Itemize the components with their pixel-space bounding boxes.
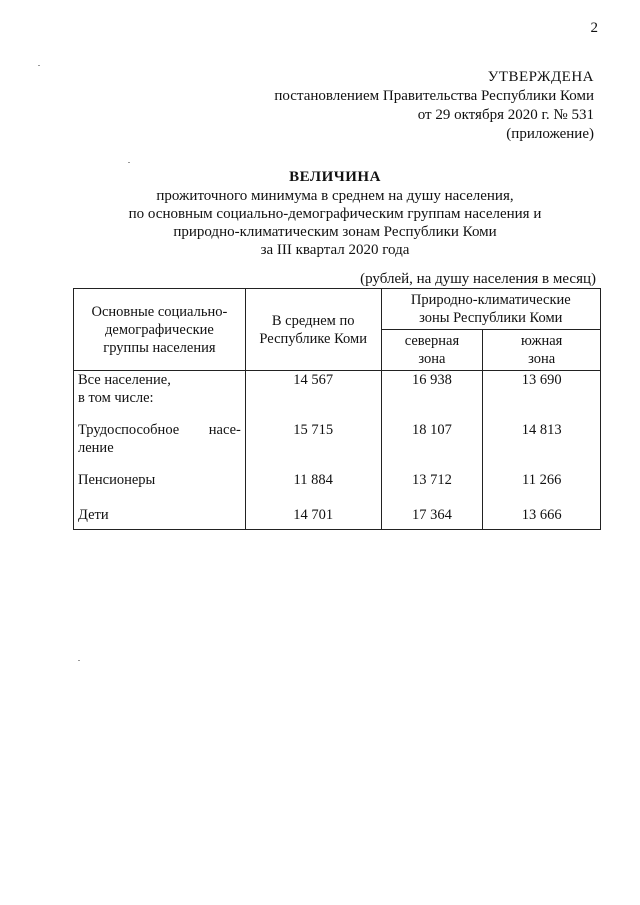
approval-line-2: от 29 октября 2020 г. № 531 [417,107,594,123]
table-row [74,506,601,530]
cell-north: 16 938 [381,371,483,421]
scan-speck [78,660,80,661]
approval-line-3: (приложение) [506,126,594,142]
title-main: ВЕЛИЧИНА [289,169,381,185]
subsistence-minimum-table [73,288,601,530]
header-south-zone: южная зона [483,330,601,371]
document-title [70,168,600,259]
cell-north: 13 712 [381,471,483,506]
approval-block [274,68,594,144]
cell-average: 14 567 [245,371,381,421]
row-label: Все население, в том числе: [74,371,246,421]
page-number: 2 [590,20,598,36]
scan-speck [38,65,40,66]
cell-south: 14 813 [483,421,601,471]
cell-south: 13 690 [483,371,601,421]
cell-north: 17 364 [381,506,483,530]
header-average: В среднем по Республике Коми [245,289,381,371]
row-label: Трудоспособное насе- ление [74,421,246,471]
cell-average: 14 701 [245,506,381,530]
cell-south: 11 266 [483,471,601,506]
scan-speck [128,162,130,163]
approval-line-1: постановлением Правительства Республики Коми [274,88,594,104]
header-zones: Природно-климатические зоны Республики Коми [381,289,600,330]
title-line-4: за III квартал 2020 года [260,242,410,258]
cell-average: 11 884 [245,471,381,506]
title-line-2: по основным социально-демографическим группам населения и [128,206,542,222]
cell-average: 15 715 [245,421,381,471]
row-label: Пенсионеры [74,471,246,506]
cell-south: 13 666 [483,506,601,530]
title-line-1: прожиточного минимума в среднем на душу населения, [156,188,514,204]
title-line-3: природно-климатическим зонам Республики Коми [173,224,497,240]
table-row [74,371,601,421]
table-row [74,471,601,506]
approval-heading: УТВЕРЖДЕНА [487,69,594,85]
header-north-zone: северная зона [381,330,483,371]
header-groups: Основные социально- демографические группы населения [74,289,246,371]
cell-north: 18 107 [381,421,483,471]
unit-note: (рублей, на душу населения в месяц) [360,271,596,287]
table-row [74,421,601,471]
row-label: Дети [74,506,246,530]
